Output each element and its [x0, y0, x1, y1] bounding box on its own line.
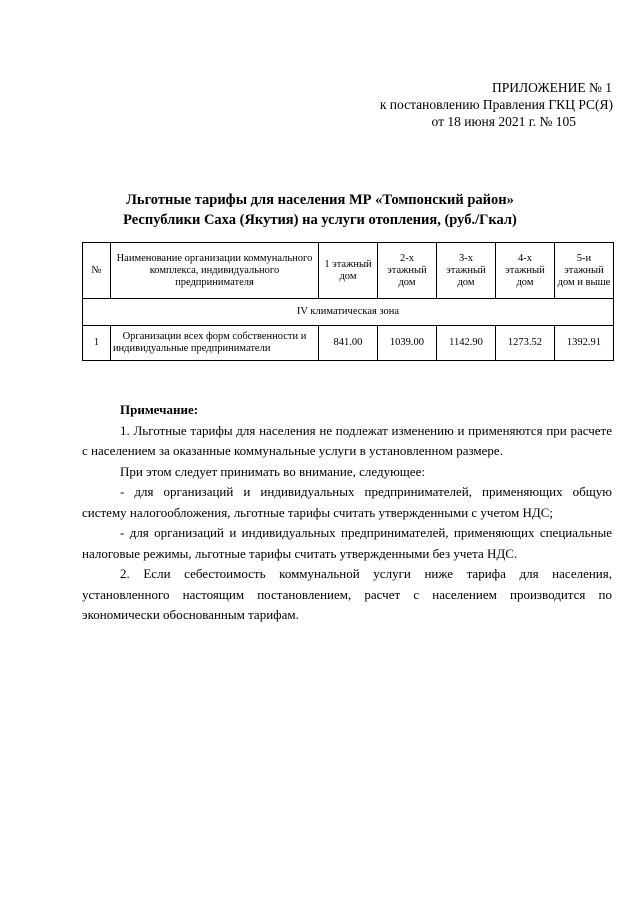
header-4-floor: 4-х этажный дом — [495, 243, 554, 299]
appendix-date: от 18 июня 2021 г. № 105 — [431, 114, 576, 129]
header-3-floor: 3-х этажный дом — [436, 243, 495, 299]
note-paragraph-3: - для организаций и индивидуальных предпринимателей, применяющих общую систему налогообложения, льготные тарифы считать утвержденными с учетом НДС; — [82, 484, 612, 520]
note-paragraph-4: - для организаций и индивидуальных предпринимателей, применяющих специальные налоговые режимы, льготные тарифы считать утвержденными без учета НДС. — [82, 525, 612, 561]
appendix-number: ПРИЛОЖЕНИЕ № 1 — [491, 80, 612, 95]
title-line-2: Республики Саха (Якутия) на услуги отопления, (руб./Гкал) — [123, 212, 517, 228]
title-line-1: Льготные тарифы для населения МР «Томпонский район» — [126, 192, 514, 208]
note-paragraph-5: 2. Если себестоимость коммунальной услуги ниже тарифа для населения, установленного настоящим постановлением, расчет с населением производится по экономически обоснованным тарифам. — [82, 566, 612, 622]
document-title — [60, 190, 580, 230]
tariff-2-floor: 1039.00 — [377, 326, 436, 361]
climate-zone-label: IV климатическая зона — [83, 299, 614, 326]
header-organization: Наименование организации коммунального комплекса, индивидуального предпринимателя — [110, 243, 318, 299]
notes-heading: Примечание: — [120, 402, 199, 417]
note-paragraph-1: 1. Льготные тарифы для населения не подлежат изменению и применяются при расчете с населением за оказанные коммунальные услуги в установленном размере. — [82, 422, 612, 458]
header-5-floor-plus: 5-и этажный дом и выше — [554, 243, 613, 299]
appendix-resolution-ref: к постановлению Правления ГКЦ РС(Я) — [379, 97, 613, 112]
table-row — [83, 326, 614, 361]
row-number: 1 — [83, 326, 111, 361]
appendix-header — [313, 79, 613, 130]
tariff-3-floor: 1142.90 — [436, 326, 495, 361]
header-number: № — [83, 243, 111, 299]
tariff-1-floor: 841.00 — [318, 326, 377, 361]
notes-section — [82, 400, 612, 626]
header-2-floor: 2-х этажный дом — [377, 243, 436, 299]
table-header-row — [83, 243, 614, 299]
tariff-4-floor: 1273.52 — [495, 326, 554, 361]
row-organization: Организации всех форм собственности и индивидуальные предприниматели — [110, 326, 318, 361]
header-1-floor: 1 этажный дом — [318, 243, 377, 299]
tariff-table — [82, 242, 614, 361]
climate-zone-row — [83, 299, 614, 326]
note-paragraph-2: При этом следует принимать во внимание, следующее: — [120, 463, 425, 479]
tariff-5-floor-plus: 1392.91 — [554, 326, 613, 361]
